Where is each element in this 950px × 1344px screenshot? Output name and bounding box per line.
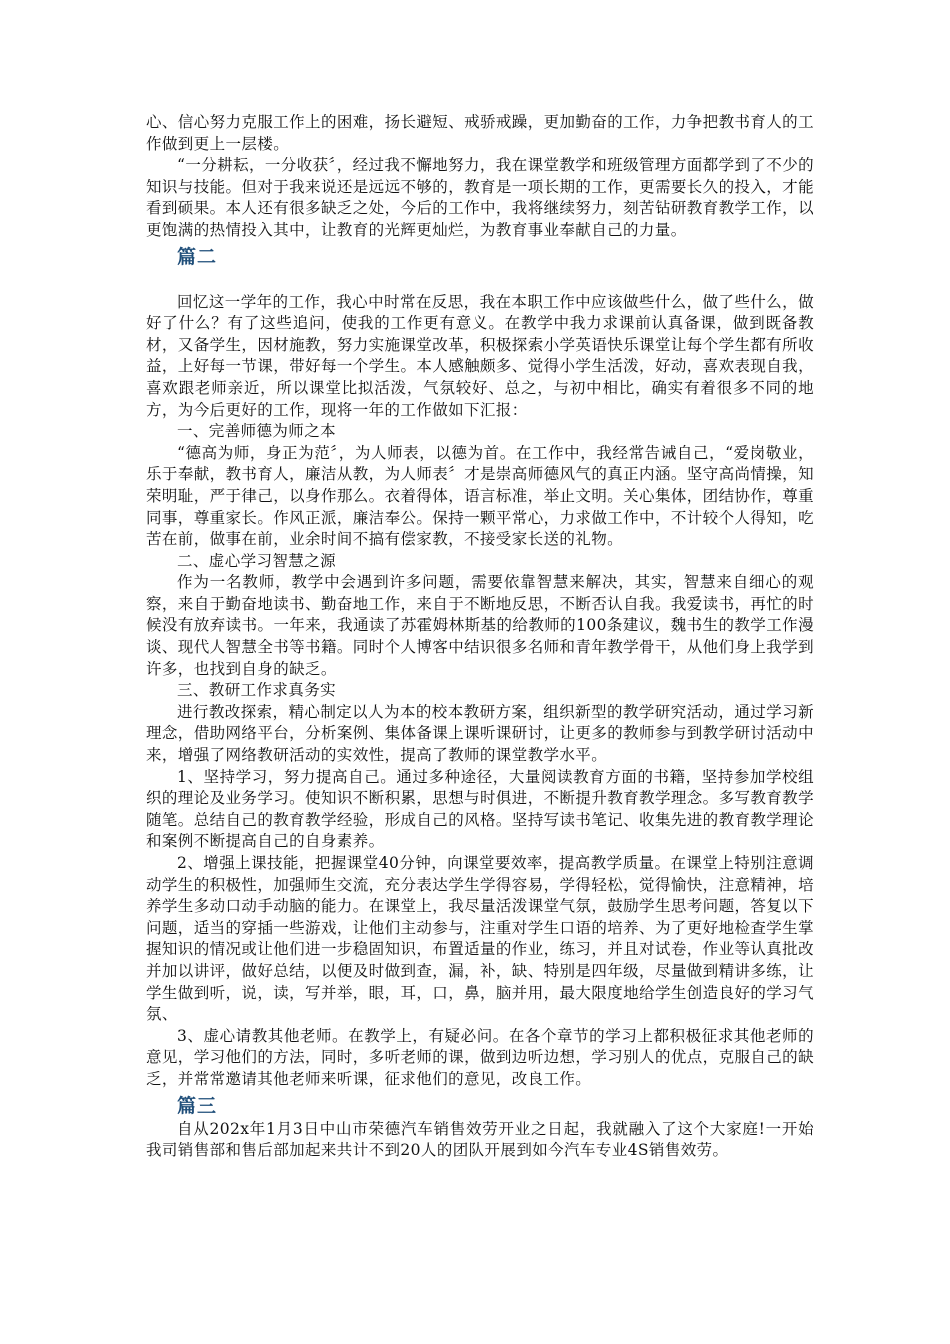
paragraph: 3、虚心请教其他老师。在教学上，有疑必问。在各个章节的学习上都积极征求其他老师的意见，学习他们的方法，同时，多听老师的课，做到边听边想，学习别人的优点，克服自己的缺乏，并常常邀请其他老师来听课，征求他们的意见，改良工作。 [146,1026,814,1088]
subheading: 二、虚心学习智慧之源 [177,551,337,570]
paragraph: “德高为师，身正为范〞，为人师表，以德为首。在工作中，我经常告诫自己，“爱岗敬业，乐于奉献，教书育人，廉洁从教，为人师表〞才是崇高师德风气的真正内涵。坚守高尚情操，知荣明耻，严于律己，以身作那么。衣着得体，语言标准，举止文明。关心集体，团结协作，尊重同事，尊重家长。作风正派，廉洁奉公。保持一颗平常心，力求做工作中，不计较个人得知，吃苦在前，做事在前，业余时间不搞有偿家教，不接受家长送的礼物。 [146,443,814,549]
paragraph: 1、坚持学习，努力提高自己。通过多种途径，大量阅读教育方面的书籍，坚持参加学校组织的理论及业务学习。使知识不断积累，思想与时俱进，不断提升教育教学理念。多写教育教学随笔。总结自己的教育教学经验，形成自己的风格。坚持写读书笔记、收集先进的教育教学理论和案例不断提高自己的自身素养。 [146,767,814,851]
spacer [146,270,814,292]
paragraph: 作为一名教师，教学中会遇到许多问题，需要依靠智慧来解决，其实，智慧来自细心的观察，来自于勤奋地读书、勤奋地工作，来自于不断地反思，不断否认自我。我爱读书，再忙的时候没有放弃读书。一年来，我通读了苏霍姆林斯基的给教师的100条建议，魏书生的教学工作漫谈、现代人智慧全书等书籍。同时个人博客中结识很多名师和青年教学骨干，从他们身上我学到许多，也找到自身的缺乏。 [146,573,814,678]
paragraph: 心、信心努力克服工作上的困难，扬长避短、戒骄戒躁，更加勤奋的工作，力争把教书育人的工作做到更上一层楼。 [146,113,814,153]
paragraph: 2、增强上课技能，把握课堂40分钟，向课堂要效率，提高教学质量。在课堂上特别注意调动学生的积极性，加强师生交流，充分表达学生学得容易，学得轻松，觉得愉快，注意精神，培养学生多动口动手动脑的能力。在课堂上，我尽量活泼课堂气氛，鼓励学生思考问题，答复以下问题，适当的穿插一些游戏，让他们主动参与，注重对学生口语的培养、为了更好地检查学生掌握知识的情况或让他们进一步稳固知识，布置适量的作业，练习，并且对试卷，作业等认真批改并加以讲评，做好总结，以便及时做到查，漏，补，缺、特别是四年级，尽量做到精讲多练，让学生做到听，说，读，写并举，眼，耳，口，鼻，脑并用，最大限度地给学生创造良好的学习气氛、 [146,854,814,1024]
paragraph: 进行教改探索，精心制定以人为本的校本教研方案，组织新型的教学研究活动，通过学习新理念，借助网络平台，分析案例、集体备课上课听课研讨，让更多的教师参与到教学研讨活动中来，增强了网络教研活动的实效性，提高了教师的课堂教学水平。 [146,702,814,765]
paragraph: 自从202x年1月3日中山市荣德汽车销售效劳开业之日起，我就融入了这个大家庭!一开始我司销售部和售后部加起来共计不到20人的团队开展到如今汽车专业4S销售效劳。 [146,1119,814,1160]
document-page [146,112,814,1162]
paragraph: 回忆这一学年的工作，我心中时常在反思，我在本职工作中应该做些什么，做了些什么，做好了什么？有了这些追问，使我的工作更有意义。在教学中我力求课前认真备课，做到既备教材，又备学生，因材施教，努力实施课堂改革，积极探索小学英语快乐课堂让每个学生都有所收益，上好每一节课，带好每一个学生。本人感触颇多、觉得小学生活泼，好动，喜欢表现自我，喜欢跟老师亲近，所以课堂比拟活泼，气氛较好、总之，与初中相比，确实有着很多不同的地方，为今后更好的工作，现将一年的工作做如下汇报： [146,292,814,419]
section-heading: 篇二 [177,245,218,268]
subheading: 一、完善师德为师之本 [177,422,337,441]
paragraph: “一分耕耘，一分收获〞，经过我不懈地努力，我在课堂教学和班级管理方面都学到了不少的知识与技能。但对于我来说还是远远不够的，教育是一项长期的工作，更需要长久的投入，才能看到硕果。本人还有很多缺乏之处，今后的工作中，我将继续努力，刻苦钻研教育教学工作，以更饱满的热情投入其中，让教育的光辉更灿烂，为教育事业奉献自己的力量。 [146,156,814,239]
subheading: 三、教研工作求真务实 [177,681,337,700]
section-heading: 篇三 [177,1094,218,1117]
